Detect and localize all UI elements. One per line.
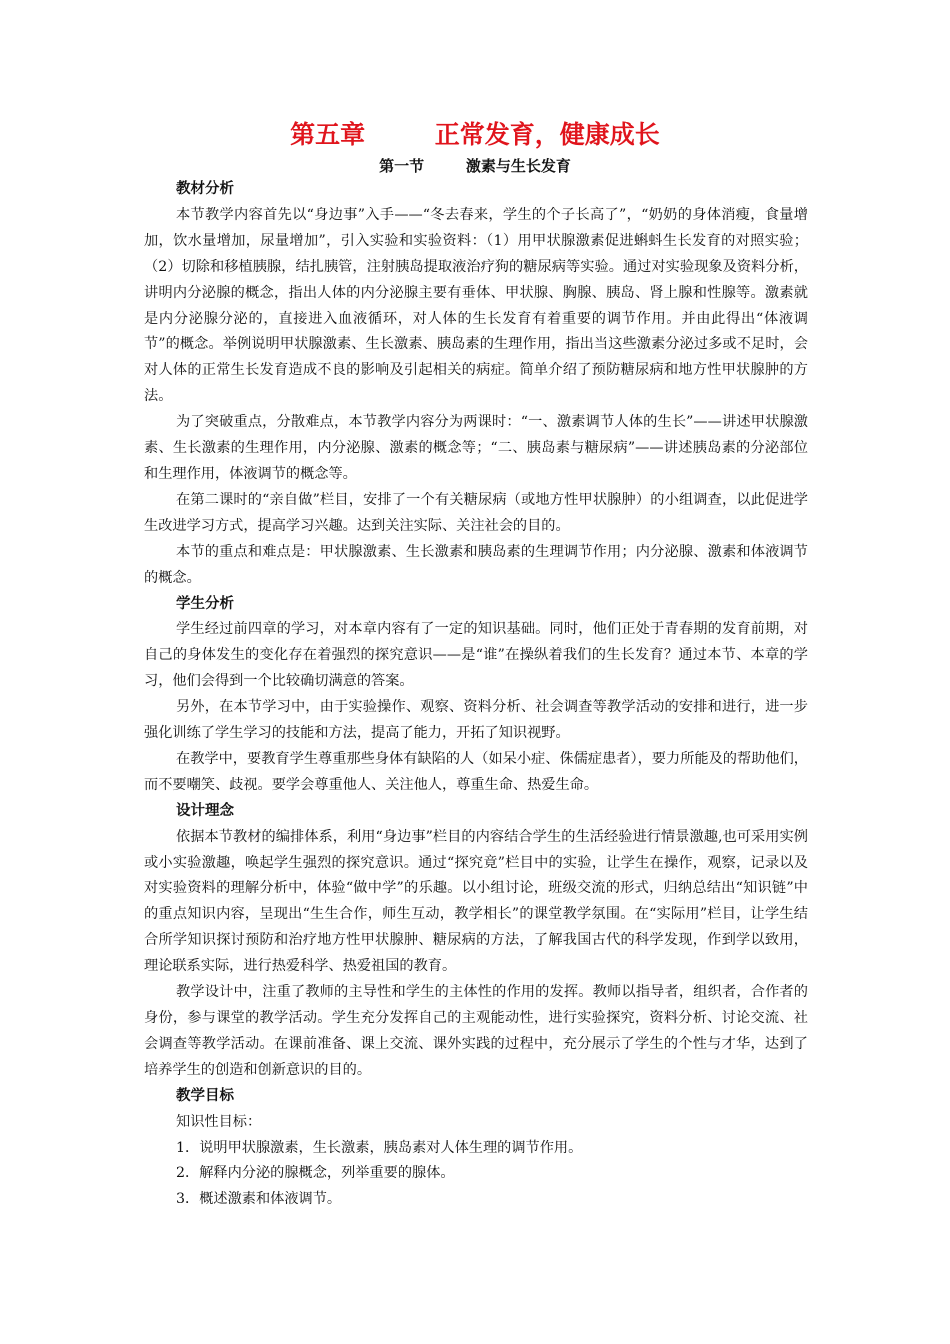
heading-textbook-analysis: 教材分析 — [176, 181, 234, 197]
subheading-knowledge-objectives: 知识性目标： — [176, 1113, 262, 1130]
paragraph: 本节的重点和难点是：甲状腺激素、生长激素和胰岛素的生理调节作用；内分泌腺、激素和体液调节的概念。 — [144, 543, 808, 586]
paragraph: 在第二课时的“亲自做”栏目，安排了一个有关糖尿病（或地方性甲状腺肿）的小组调查，以此促进学生改进学习方式，提高学习兴趣。达到关注实际、关注社会的目的。 — [144, 491, 808, 534]
section-title: 第一节 激素与生长发育 — [379, 157, 571, 175]
list-item: 3．概述激素和体液调节。 — [176, 1191, 342, 1208]
paragraph: 学生经过前四章的学习，对本章内容有了一定的知识基础。同时，他们正处于青春期的发育前期，对自己的身体发生的变化存在着强烈的探究意识——是“谁”在操纵着我们的生长发育？通过本节、本章的学习，他们会得到一个比较确切满意的答案。 — [144, 621, 808, 690]
paragraph: 教学设计中，注重了教师的主导性和学生的主体性的作用的发挥。教师以指导者，组织者，合作者的身份，参与课堂的教学活动。学生充分发挥自己的主观能动性，进行实验探究，资料分析、讨论交流、社会调查等教学活动。在课前准备、课上交流、课外实践的过程中，充分展示了学生的个性与才华，达到了培养学生的创造和创新意识的目的。 — [144, 984, 808, 1078]
paragraph: 在教学中，要教育学生尊重那些身体有缺陷的人（如呆小症、侏儒症患者），要力所能及的帮助他们，而不要嘲笑、歧视。要学会尊重他人、关注他人，尊重生命、热爱生命。 — [144, 750, 808, 793]
heading-teaching-objectives: 教学目标 — [176, 1087, 234, 1104]
paragraph: 本节教学内容首先以“身边事”入手——“冬去春来，学生的个子长高了”，“奶奶的身体消瘦，食量增加，饮水量增加，尿量增加”，引入实验和实验资料：（1）用甲状腺激素促进蝌蚪生长发育的对照实验；（2）切除和移植胰腺，结扎胰管，注射胰岛提取液治疗狗的糖尿病等实验。通过对实验现象及资料分析，讲明内分泌腺的概念，指出人体的内分泌腺主要有垂体、甲状腺、胸腺、胰岛、肾上腺和性腺等。激素就是内分泌腺分泌的，直接进入血液循环，对人体的生长发育有着重要的调节作用。并由此得出“体液调节”的概念。举例说明甲状腺激素、生长激素、胰岛素的生理作用，指出当这些激素分泌过多或不足时，会对人体的正常生长发育造成不良的影响及引起相关的病症。简单介绍了预防糖尿病和地方性甲状腺肿的方法。 — [144, 206, 808, 405]
paragraph: 为了突破重点，分散难点，本节教学内容分为两课时：“一、激素调节人体的生长”——讲述甲状腺激素、生长激素的生理作用，内分泌腺、激素的概念等；“二、胰岛素与糖尿病”——讲述胰岛素的分泌部位和生理作用，体液调节的概念等。 — [144, 414, 808, 482]
document-body — [144, 177, 808, 1213]
heading-design-concept: 设计理念 — [176, 802, 234, 819]
list-item: 2．解释内分泌的腺概念，列举重要的腺体。 — [176, 1165, 455, 1182]
list-item: 1．说明甲状腺激素，生长激素，胰岛素对人体生理的调节作用。 — [176, 1139, 583, 1156]
heading-student-analysis: 学生分析 — [176, 595, 234, 612]
paragraph: 依据本节教材的编排体系，利用“身边事”栏目的内容结合学生的生活经验进行情景激趣,也可采用实例或小实验激趣，唤起学生强烈的探究意识。通过“探究竟”栏目中的实验，让学生在操作，观察，记录以及对实验资料的理解分析中，体验“做中学”的乐趣。以小组讨论，班级交流的形式，归纳总结出“知识链”中的重点知识内容，呈现出“生生合作，师生互动，教学相长”的课堂教学氛围。在“实际用”栏目，让学生结合所学知识探讨预防和治疗地方性甲状腺肿、糖尿病的方法，了解我国古代的科学发现，作到学以致用，理论联系实际，进行热爱科学、热爱祖国的教育。 — [144, 828, 808, 975]
paragraph: 另外，在本节学习中，由于实验操作、观察、资料分析、社会调查等教学活动的安排和进行，进一步强化训练了学生学习的技能和方法，提高了能力，开拓了知识视野。 — [144, 699, 808, 742]
chapter-title: 第五章 正常发育，健康成长 — [290, 120, 660, 149]
